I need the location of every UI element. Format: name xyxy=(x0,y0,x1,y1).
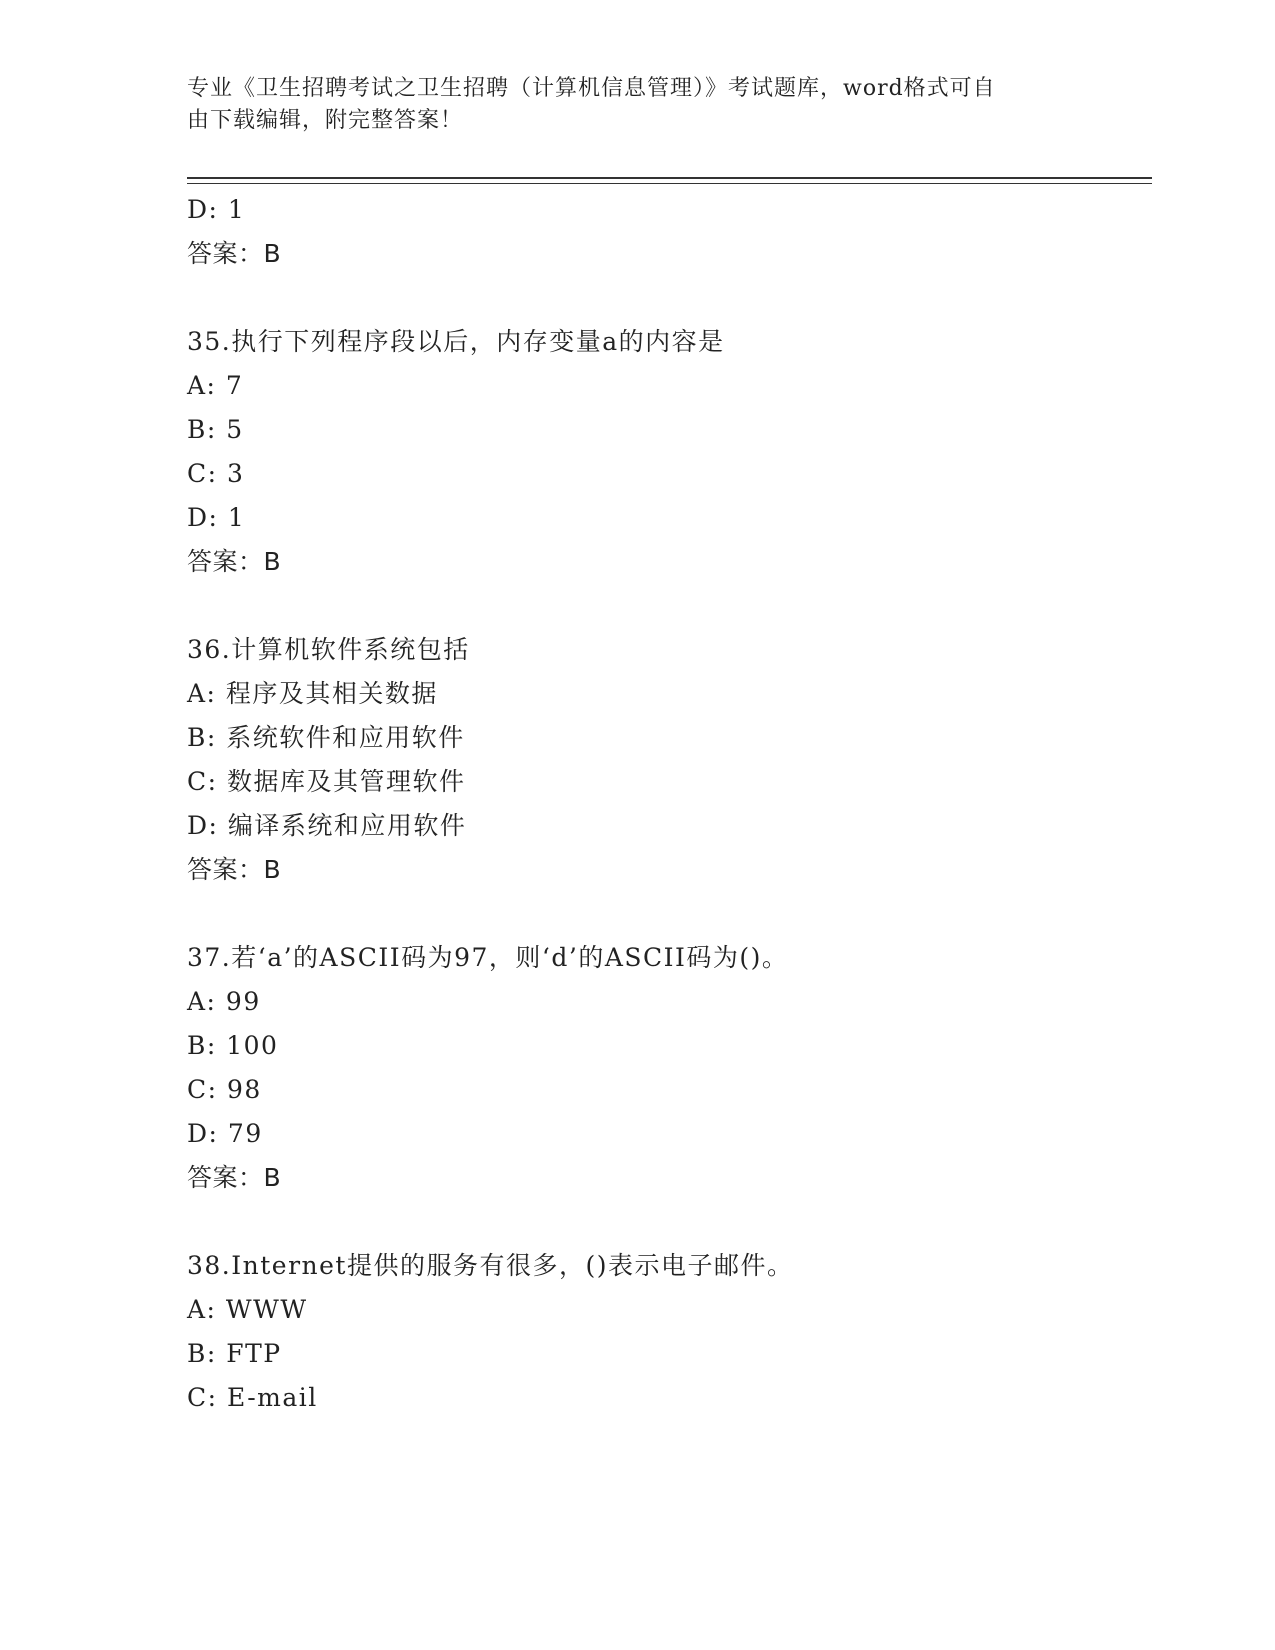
header-line-2: 由下载编辑，附完整答案！ xyxy=(187,108,464,133)
question-37-option-d: D: 79 xyxy=(187,1119,263,1148)
question-35-option-c: C: 3 xyxy=(187,459,245,488)
answer-line: 答案：B xyxy=(187,239,282,268)
question-35-text: 35.执行下列程序段以后，内存变量a的内容是 xyxy=(187,327,725,356)
question-38-option-b: B: FTP xyxy=(187,1339,282,1368)
question-36-option-d: D: 编译系统和应用软件 xyxy=(187,811,467,840)
question-36-option-c: C: 数据库及其管理软件 xyxy=(187,767,466,796)
question-37-text: 37.若‘a’的ASCII码为97，则‘d’的ASCII码为()。 xyxy=(187,943,789,972)
question-36-option-b: B: 系统软件和应用软件 xyxy=(187,723,465,752)
header-rule-thin xyxy=(187,183,1152,184)
option-d: D: 1 xyxy=(187,195,246,224)
document-header xyxy=(187,73,1067,137)
question-35-option-d: D: 1 xyxy=(187,503,246,532)
question-38-option-a: A: WWW xyxy=(187,1295,308,1324)
question-36-answer: 答案：B xyxy=(187,855,282,884)
question-36-option-a: A: 程序及其相关数据 xyxy=(187,679,438,708)
question-37-option-a: A: 99 xyxy=(187,987,261,1016)
question-35-option-b: B: 5 xyxy=(187,415,244,444)
header-rule-thick xyxy=(187,177,1152,179)
question-36-text: 36.计算机软件系统包括 xyxy=(187,635,470,664)
question-35-option-a: A: 7 xyxy=(187,371,244,400)
question-35-answer: 答案：B xyxy=(187,547,282,576)
question-38-text: 38.Internet提供的服务有很多，()表示电子邮件。 xyxy=(187,1251,794,1280)
header-line-1: 专业《卫生招聘考试之卫生招聘（计算机信息管理）》考试题库，word格式可自 xyxy=(187,76,996,101)
question-37-answer: 答案：B xyxy=(187,1163,282,1192)
question-37-option-c: C: 98 xyxy=(187,1075,262,1104)
question-38-option-c: C: E-mail xyxy=(187,1383,318,1412)
question-37-option-b: B: 100 xyxy=(187,1031,279,1060)
